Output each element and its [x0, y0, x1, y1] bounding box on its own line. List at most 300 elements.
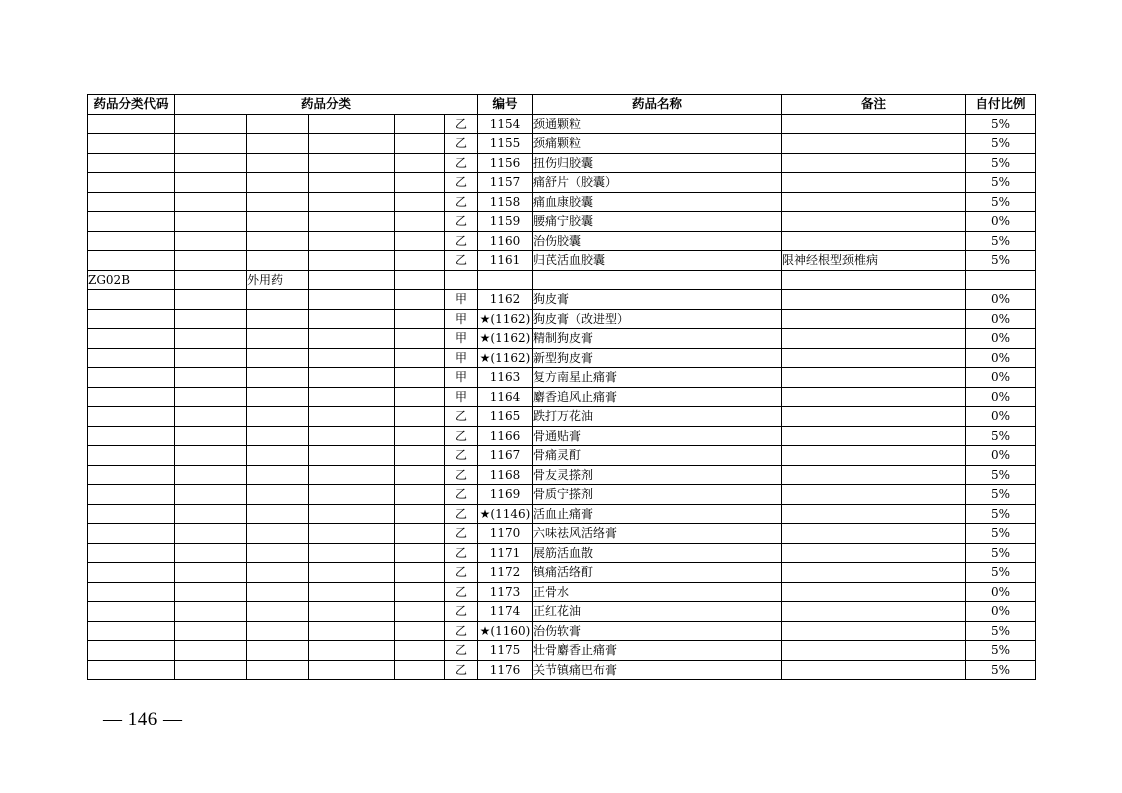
cell-note: [782, 641, 966, 661]
cell-note: [782, 173, 966, 193]
cell-category-level4: [395, 192, 445, 212]
table-row: [88, 290, 1036, 310]
cell-note: [782, 446, 966, 466]
table-row: [88, 153, 1036, 173]
cell-code: [88, 582, 175, 602]
cell-ratio: 0%: [966, 348, 1036, 368]
cell-note: [782, 563, 966, 583]
cell-category-level4: [395, 602, 445, 622]
cell-note: [782, 348, 966, 368]
cell-category-level3: [309, 192, 395, 212]
cell-category-level3: [309, 524, 395, 544]
cell-grade: 乙: [445, 543, 478, 563]
cell-category-level4: [395, 621, 445, 641]
cell-category-level3: [309, 485, 395, 505]
cell-number: [478, 270, 533, 290]
header-category: 药品分类: [175, 95, 478, 115]
cell-drug-name: 骨友灵搽剂: [533, 465, 782, 485]
cell-category-level3: [309, 446, 395, 466]
cell-drug-name: 狗皮膏: [533, 290, 782, 310]
cell-category-level3: [309, 504, 395, 524]
cell-drug-name: 新型狗皮膏: [533, 348, 782, 368]
cell-category-level2: [247, 602, 309, 622]
cell-code: [88, 543, 175, 563]
cell-drug-name: 麝香追风止痛膏: [533, 387, 782, 407]
cell-grade: 乙: [445, 173, 478, 193]
table-body: [88, 114, 1036, 680]
cell-category-level4: [395, 153, 445, 173]
cell-category-level2: [247, 426, 309, 446]
cell-ratio: 0%: [966, 446, 1036, 466]
cell-grade: 乙: [445, 446, 478, 466]
cell-number: 1167: [478, 446, 533, 466]
cell-ratio: 5%: [966, 485, 1036, 505]
cell-ratio: [966, 270, 1036, 290]
cell-code: [88, 153, 175, 173]
cell-grade: 甲: [445, 329, 478, 349]
cell-grade: 乙: [445, 153, 478, 173]
cell-code: [88, 329, 175, 349]
cell-grade: 乙: [445, 563, 478, 583]
cell-category-level1: [175, 290, 247, 310]
cell-code: [88, 173, 175, 193]
cell-category-level1: [175, 446, 247, 466]
cell-ratio: 0%: [966, 329, 1036, 349]
cell-category-level2: [247, 446, 309, 466]
cell-category-level3: [309, 329, 395, 349]
cell-ratio: 5%: [966, 426, 1036, 446]
cell-category-level3: [309, 563, 395, 583]
table-row: [88, 231, 1036, 251]
cell-drug-name: 正红花油: [533, 602, 782, 622]
cell-note: [782, 524, 966, 544]
cell-category-level4: [395, 329, 445, 349]
cell-number: ★(1146): [478, 504, 533, 524]
cell-category-level1: [175, 504, 247, 524]
header-number: 编号: [478, 95, 533, 115]
cell-category-level1: [175, 602, 247, 622]
cell-grade: 甲: [445, 348, 478, 368]
cell-ratio: 5%: [966, 231, 1036, 251]
table-row: [88, 465, 1036, 485]
cell-grade: 乙: [445, 660, 478, 680]
cell-drug-name: 精制狗皮膏: [533, 329, 782, 349]
cell-category-level4: [395, 426, 445, 446]
cell-note: [782, 602, 966, 622]
cell-drug-name: 颈通颗粒: [533, 114, 782, 134]
cell-code: [88, 290, 175, 310]
cell-category-level3: [309, 348, 395, 368]
table-row: [88, 563, 1036, 583]
cell-category-level2: [247, 134, 309, 154]
cell-category-level1: [175, 348, 247, 368]
cell-code: [88, 251, 175, 271]
cell-number: ★(1162): [478, 309, 533, 329]
cell-ratio: 5%: [966, 563, 1036, 583]
header-code: 药品分类代码: [88, 95, 175, 115]
table-row: [88, 602, 1036, 622]
cell-note: [782, 212, 966, 232]
cell-category-level1: [175, 153, 247, 173]
cell-number: 1157: [478, 173, 533, 193]
cell-grade: 乙: [445, 114, 478, 134]
cell-note: [782, 153, 966, 173]
cell-category-level3: [309, 368, 395, 388]
cell-grade: 乙: [445, 602, 478, 622]
cell-code: [88, 309, 175, 329]
cell-ratio: 0%: [966, 368, 1036, 388]
cell-drug-name: [533, 270, 782, 290]
cell-drug-name: 镇痛活络酊: [533, 563, 782, 583]
cell-ratio: 0%: [966, 602, 1036, 622]
cell-category-level3: [309, 660, 395, 680]
cell-drug-name: 归芪活血胶囊: [533, 251, 782, 271]
cell-category-level3: [309, 621, 395, 641]
cell-category-level3: [309, 114, 395, 134]
cell-ratio: 5%: [966, 543, 1036, 563]
cell-code: [88, 563, 175, 583]
cell-drug-name: 狗皮膏（改进型）: [533, 309, 782, 329]
table-row: [88, 368, 1036, 388]
cell-category-level1: [175, 641, 247, 661]
cell-category-level4: [395, 660, 445, 680]
cell-note: [782, 290, 966, 310]
cell-number: 1172: [478, 563, 533, 583]
cell-number: 1174: [478, 602, 533, 622]
cell-ratio: 5%: [966, 134, 1036, 154]
cell-category-level1: [175, 426, 247, 446]
cell-note: [782, 134, 966, 154]
cell-code: [88, 426, 175, 446]
cell-category-level4: [395, 368, 445, 388]
header-row: [88, 95, 1036, 115]
cell-category-level3: [309, 231, 395, 251]
cell-grade: 乙: [445, 212, 478, 232]
cell-grade: 乙: [445, 426, 478, 446]
cell-category-level1: [175, 309, 247, 329]
cell-grade: 乙: [445, 582, 478, 602]
cell-category-level3: [309, 465, 395, 485]
cell-category-level3: [309, 309, 395, 329]
table-row: [88, 485, 1036, 505]
cell-note: [782, 192, 966, 212]
cell-grade: 乙: [445, 231, 478, 251]
cell-category-level2: [247, 504, 309, 524]
cell-category-level3: [309, 582, 395, 602]
cell-number: 1173: [478, 582, 533, 602]
cell-category-level4: [395, 563, 445, 583]
cell-number: ★(1162): [478, 348, 533, 368]
cell-note: [782, 387, 966, 407]
cell-number: ★(1162): [478, 329, 533, 349]
cell-code: [88, 407, 175, 427]
cell-category-level3: [309, 270, 395, 290]
cell-category-level4: [395, 465, 445, 485]
cell-code: [88, 134, 175, 154]
cell-grade: 乙: [445, 524, 478, 544]
table-row: [88, 524, 1036, 544]
cell-number: 1158: [478, 192, 533, 212]
cell-category-level2: [247, 329, 309, 349]
cell-category-level2: [247, 660, 309, 680]
cell-number: 1171: [478, 543, 533, 563]
cell-ratio: 5%: [966, 465, 1036, 485]
cell-number: 1155: [478, 134, 533, 154]
cell-category-level2: [247, 192, 309, 212]
cell-drug-name: 六味祛风活络膏: [533, 524, 782, 544]
cell-category-level1: [175, 173, 247, 193]
cell-category-level3: [309, 290, 395, 310]
cell-code: [88, 368, 175, 388]
cell-category-level1: [175, 407, 247, 427]
cell-number: ★(1160): [478, 621, 533, 641]
cell-category-level3: [309, 134, 395, 154]
cell-number: 1169: [478, 485, 533, 505]
cell-number: 1163: [478, 368, 533, 388]
cell-code: [88, 387, 175, 407]
cell-note: [782, 485, 966, 505]
cell-grade: 乙: [445, 621, 478, 641]
table-row: [88, 660, 1036, 680]
cell-category-level2: [247, 641, 309, 661]
cell-drug-name: 治伤胶囊: [533, 231, 782, 251]
header-name: 药品名称: [533, 95, 782, 115]
cell-ratio: 5%: [966, 114, 1036, 134]
cell-category-level3: [309, 173, 395, 193]
cell-number: 1165: [478, 407, 533, 427]
cell-category-level1: [175, 485, 247, 505]
cell-grade: 乙: [445, 134, 478, 154]
cell-code: [88, 641, 175, 661]
cell-number: 1175: [478, 641, 533, 661]
cell-category-level4: [395, 524, 445, 544]
cell-ratio: 5%: [966, 251, 1036, 271]
cell-category-level2: [247, 387, 309, 407]
cell-code: [88, 660, 175, 680]
table-row: [88, 114, 1036, 134]
cell-category-level2: [247, 407, 309, 427]
cell-drug-name: 治伤软膏: [533, 621, 782, 641]
cell-ratio: 0%: [966, 387, 1036, 407]
cell-category-level2: 外用药: [247, 270, 309, 290]
cell-code: ZG02B: [88, 270, 175, 290]
cell-category-level1: [175, 387, 247, 407]
cell-number: 1164: [478, 387, 533, 407]
cell-ratio: 5%: [966, 524, 1036, 544]
cell-drug-name: 正骨水: [533, 582, 782, 602]
cell-code: [88, 524, 175, 544]
cell-number: 1160: [478, 231, 533, 251]
cell-code: [88, 348, 175, 368]
cell-category-level2: [247, 582, 309, 602]
cell-note: [782, 543, 966, 563]
cell-ratio: 5%: [966, 153, 1036, 173]
cell-grade: 乙: [445, 407, 478, 427]
cell-ratio: 0%: [966, 309, 1036, 329]
cell-ratio: 5%: [966, 621, 1036, 641]
cell-drug-name: 活血止痛膏: [533, 504, 782, 524]
cell-grade: 甲: [445, 368, 478, 388]
cell-category-level1: [175, 465, 247, 485]
cell-ratio: 0%: [966, 290, 1036, 310]
cell-grade: 甲: [445, 387, 478, 407]
cell-grade: 乙: [445, 465, 478, 485]
cell-number: 1161: [478, 251, 533, 271]
table-row: [88, 543, 1036, 563]
cell-drug-name: 痛舒片（胶囊）: [533, 173, 782, 193]
cell-ratio: 0%: [966, 212, 1036, 232]
cell-code: [88, 504, 175, 524]
cell-code: [88, 602, 175, 622]
cell-number: 1156: [478, 153, 533, 173]
cell-number: 1166: [478, 426, 533, 446]
cell-category-level4: [395, 212, 445, 232]
cell-note: [782, 504, 966, 524]
cell-note: [782, 368, 966, 388]
cell-category-level4: [395, 543, 445, 563]
cell-drug-name: 骨质宁搽剂: [533, 485, 782, 505]
header-ratio: 自付比例: [966, 95, 1036, 115]
table-row: [88, 407, 1036, 427]
table-row: [88, 270, 1036, 290]
cell-code: [88, 621, 175, 641]
cell-note: [782, 114, 966, 134]
cell-category-level2: [247, 524, 309, 544]
cell-category-level2: [247, 114, 309, 134]
cell-number: 1162: [478, 290, 533, 310]
cell-grade: [445, 270, 478, 290]
cell-drug-name: 颈痛颗粒: [533, 134, 782, 154]
cell-category-level3: [309, 387, 395, 407]
cell-category-level3: [309, 212, 395, 232]
cell-category-level2: [247, 212, 309, 232]
cell-drug-name: 关节镇痛巴布膏: [533, 660, 782, 680]
table-row: [88, 348, 1036, 368]
cell-category-level4: [395, 309, 445, 329]
cell-category-level1: [175, 134, 247, 154]
cell-category-level4: [395, 407, 445, 427]
cell-category-level3: [309, 153, 395, 173]
cell-number: 1168: [478, 465, 533, 485]
cell-ratio: 5%: [966, 173, 1036, 193]
cell-code: [88, 465, 175, 485]
cell-grade: 乙: [445, 504, 478, 524]
cell-drug-name: 骨通贴膏: [533, 426, 782, 446]
cell-category-level3: [309, 251, 395, 271]
cell-category-level2: [247, 231, 309, 251]
cell-category-level2: [247, 368, 309, 388]
cell-code: [88, 446, 175, 466]
cell-category-level4: [395, 348, 445, 368]
cell-category-level2: [247, 290, 309, 310]
cell-code: [88, 485, 175, 505]
header-note: 备注: [782, 95, 966, 115]
cell-category-level1: [175, 621, 247, 641]
cell-number: 1176: [478, 660, 533, 680]
cell-code: [88, 114, 175, 134]
cell-note: [782, 582, 966, 602]
cell-category-level4: [395, 134, 445, 154]
drug-table: [87, 94, 1036, 680]
cell-note: [782, 660, 966, 680]
cell-category-level4: [395, 446, 445, 466]
cell-category-level3: [309, 641, 395, 661]
table-row: [88, 173, 1036, 193]
cell-category-level2: [247, 543, 309, 563]
table-row: [88, 251, 1036, 271]
cell-note: [782, 465, 966, 485]
cell-code: [88, 231, 175, 251]
cell-number: 1154: [478, 114, 533, 134]
cell-ratio: 0%: [966, 582, 1036, 602]
cell-note: [782, 231, 966, 251]
cell-category-level4: [395, 251, 445, 271]
cell-category-level4: [395, 485, 445, 505]
cell-code: [88, 212, 175, 232]
table-row: [88, 134, 1036, 154]
cell-grade: 乙: [445, 192, 478, 212]
cell-category-level1: [175, 329, 247, 349]
cell-number: 1170: [478, 524, 533, 544]
cell-note: [782, 426, 966, 446]
cell-category-level1: [175, 231, 247, 251]
cell-category-level2: [247, 485, 309, 505]
cell-drug-name: 骨痛灵酊: [533, 446, 782, 466]
cell-note: [782, 270, 966, 290]
cell-category-level4: [395, 290, 445, 310]
cell-category-level1: [175, 251, 247, 271]
table-row: [88, 504, 1036, 524]
table-row: [88, 387, 1036, 407]
cell-category-level2: [247, 309, 309, 329]
cell-category-level3: [309, 602, 395, 622]
cell-category-level2: [247, 251, 309, 271]
cell-ratio: 5%: [966, 660, 1036, 680]
cell-note: [782, 621, 966, 641]
cell-category-level1: [175, 114, 247, 134]
cell-category-level2: [247, 153, 309, 173]
cell-category-level4: [395, 387, 445, 407]
cell-ratio: 5%: [966, 641, 1036, 661]
table-row: [88, 212, 1036, 232]
cell-category-level1: [175, 270, 247, 290]
cell-category-level1: [175, 563, 247, 583]
cell-category-level1: [175, 192, 247, 212]
cell-category-level1: [175, 524, 247, 544]
cell-category-level4: [395, 270, 445, 290]
table-row: [88, 309, 1036, 329]
table-row: [88, 621, 1036, 641]
table-row: [88, 641, 1036, 661]
cell-drug-name: 壮骨麝香止痛膏: [533, 641, 782, 661]
cell-grade: 乙: [445, 641, 478, 661]
cell-ratio: 5%: [966, 192, 1036, 212]
cell-ratio: 5%: [966, 504, 1036, 524]
cell-category-level4: [395, 114, 445, 134]
cell-category-level4: [395, 173, 445, 193]
cell-category-level4: [395, 231, 445, 251]
cell-note: [782, 407, 966, 427]
cell-grade: 甲: [445, 309, 478, 329]
cell-category-level2: [247, 621, 309, 641]
cell-category-level1: [175, 543, 247, 563]
cell-drug-name: 展筋活血散: [533, 543, 782, 563]
table-row: [88, 192, 1036, 212]
cell-category-level3: [309, 543, 395, 563]
cell-drug-name: 痛血康胶囊: [533, 192, 782, 212]
table-row: [88, 446, 1036, 466]
cell-category-level2: [247, 348, 309, 368]
